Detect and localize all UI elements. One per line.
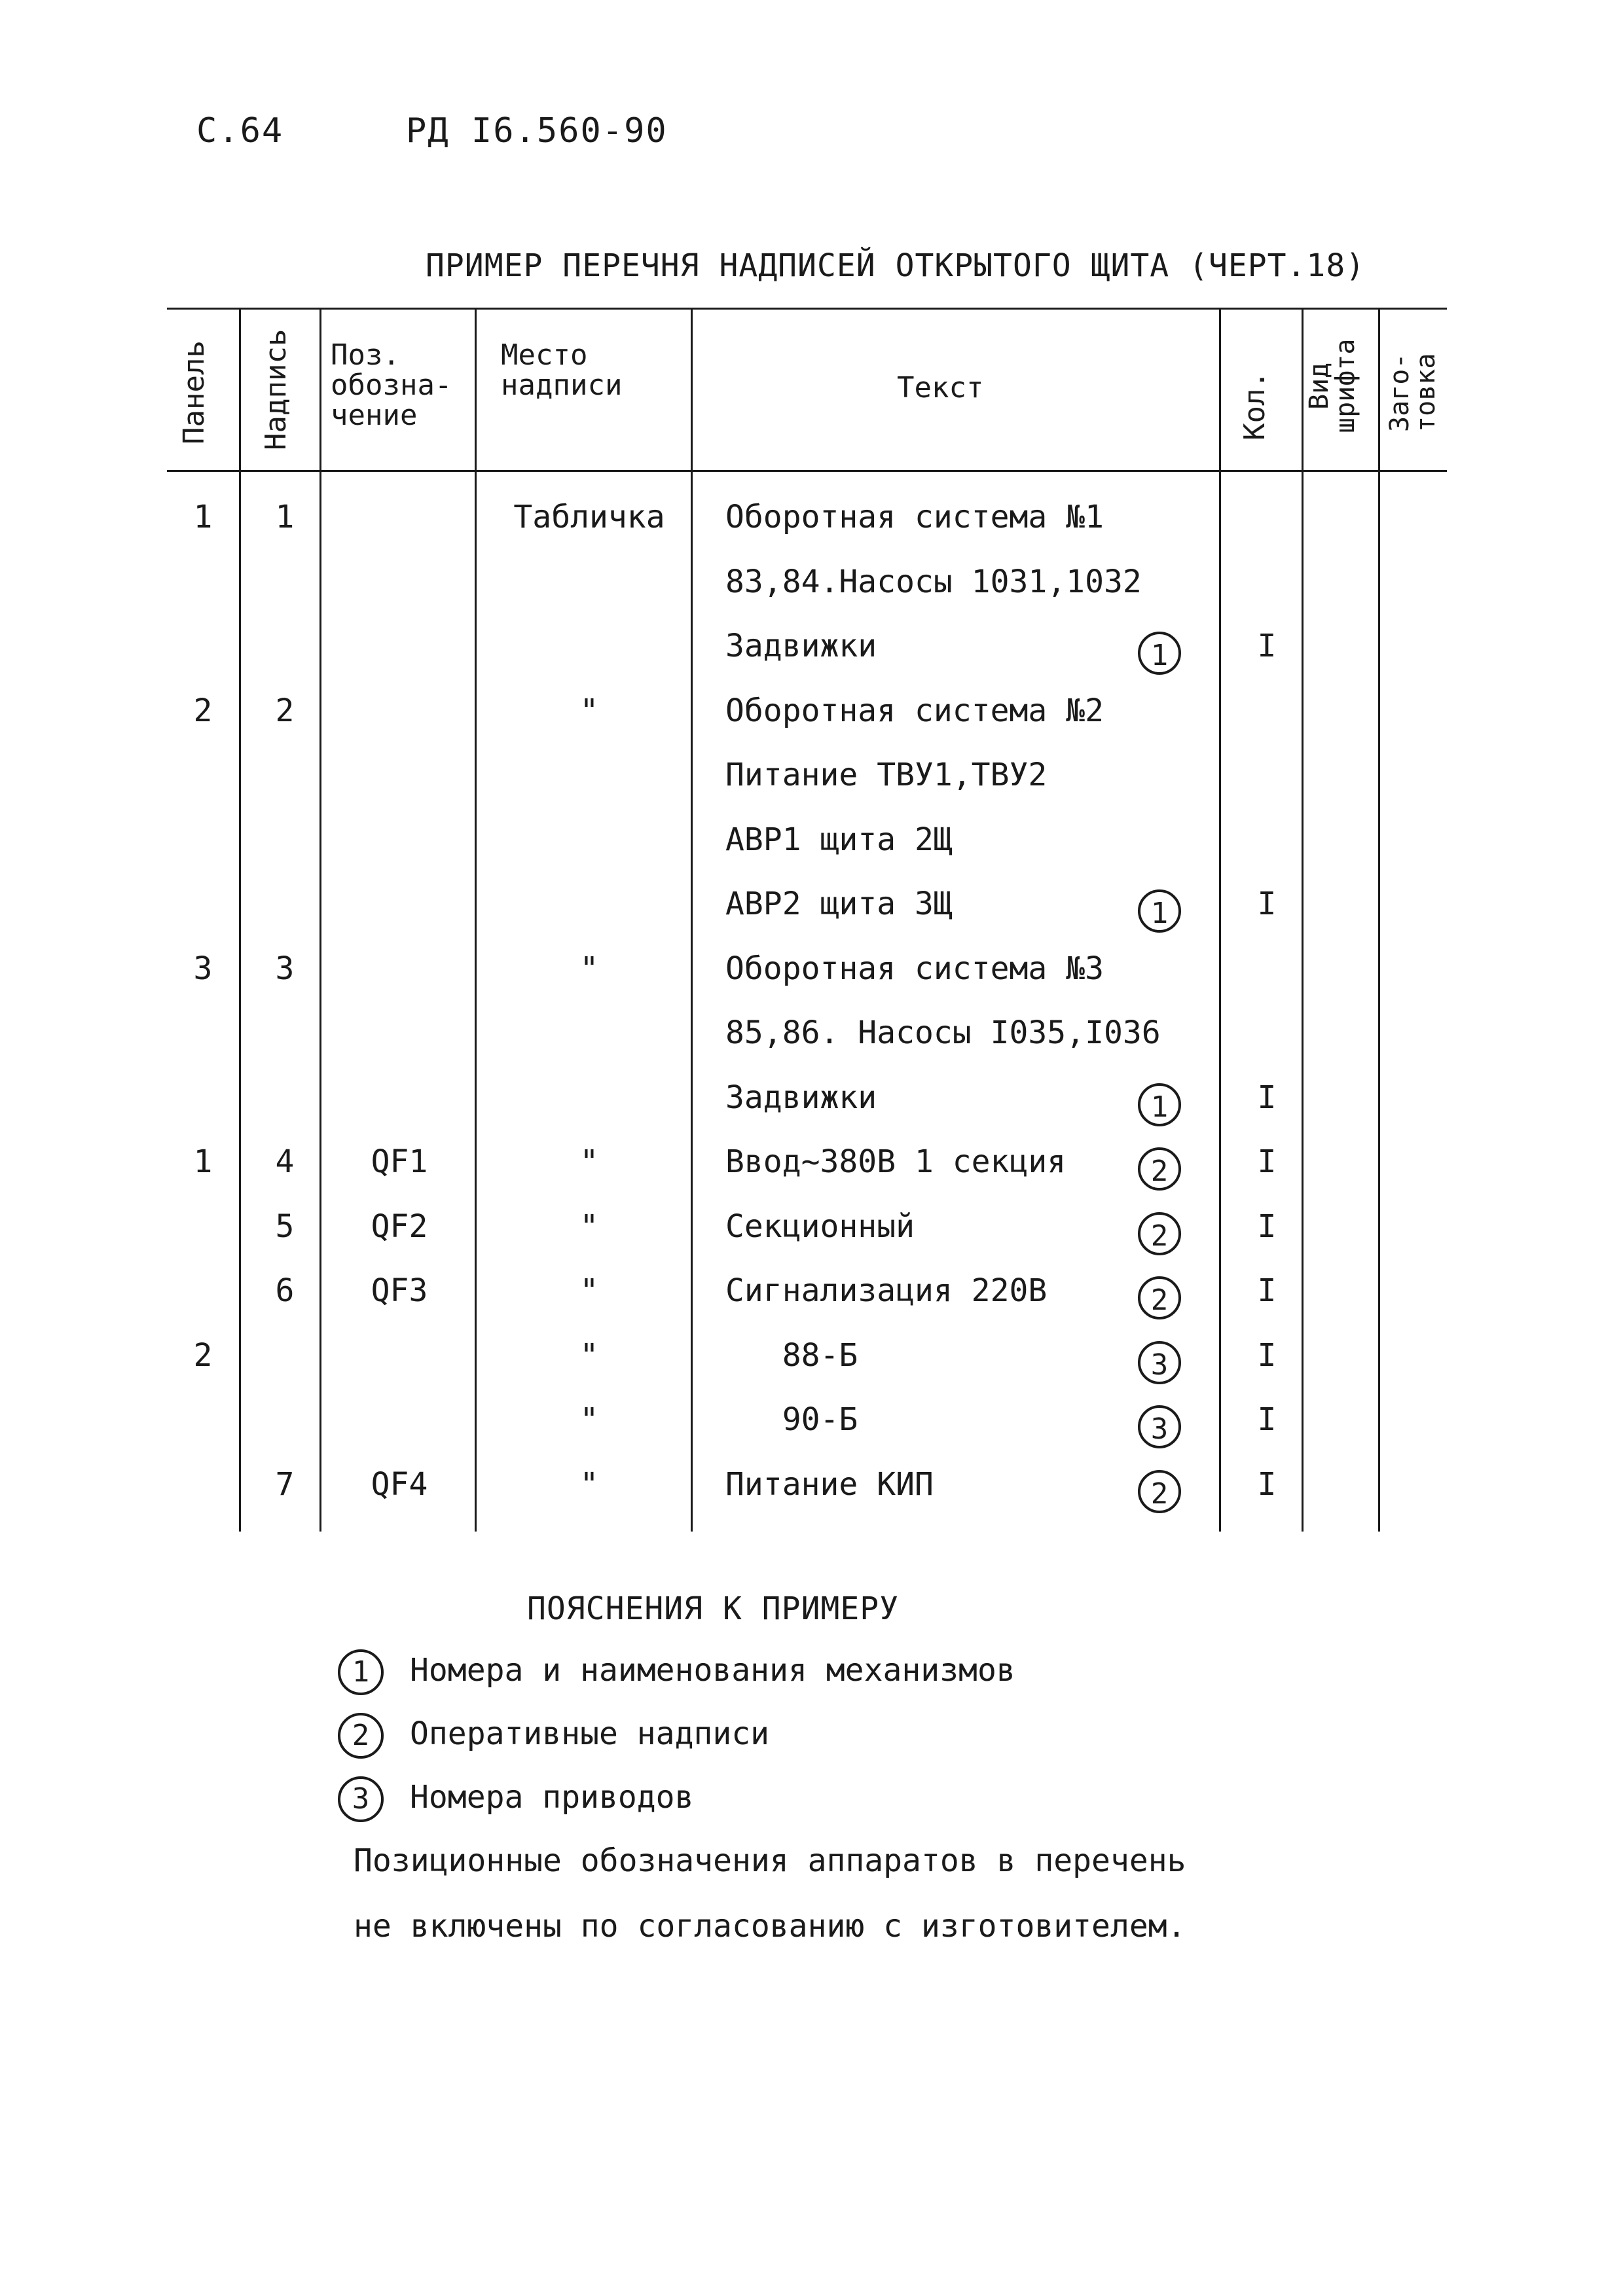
col-header-text: Текст [897, 371, 984, 404]
circled-number-icon: 3 [338, 1776, 384, 1822]
panel-cell: 1 [193, 499, 213, 535]
inscription-text-cell: Задвижки [725, 628, 877, 664]
col-header-label: Надпись [259, 329, 293, 450]
document-code: РД I6.560-90 [406, 111, 668, 151]
inscription-text-cell: 90-Б [725, 1401, 858, 1438]
table-row [0, 1466, 1623, 1530]
panel-cell: 1 [193, 1143, 213, 1180]
placement-cell: " [579, 692, 599, 729]
col-header-pos: Поз. обозна- чение [331, 338, 452, 433]
position-designation-cell: QF1 [371, 1143, 428, 1180]
quantity-cell: I [1257, 1401, 1277, 1438]
position-designation-cell: QF3 [371, 1272, 428, 1309]
inscription-text-cell: Оборотная система №1 [725, 499, 1104, 535]
label-number-cell: 3 [275, 950, 295, 987]
circled-number-icon: 1 [1138, 632, 1181, 675]
quantity-cell: I [1257, 1336, 1277, 1374]
inscription-text-cell: Питание ТВУ1,ТВУ2 [725, 757, 1048, 793]
position-designation-cell: QF2 [371, 1208, 428, 1245]
table-row [0, 499, 1623, 563]
table-header-rule [167, 470, 1447, 472]
table-row [0, 1208, 1623, 1272]
placement-cell: " [579, 1465, 599, 1503]
note-text: Номера приводов [410, 1779, 694, 1816]
quantity-cell: I [1257, 1143, 1277, 1180]
circled-number-icon: 2 [1138, 1212, 1181, 1255]
inscription-text-cell: Секционный [725, 1208, 915, 1245]
col-header-blank: Заго- товка [1385, 353, 1441, 433]
circled-number-icon: 2 [1138, 1470, 1181, 1513]
circled-number-icon: 1 [1138, 1083, 1181, 1126]
note-text: Оперативные надписи [410, 1715, 770, 1752]
remark-line: не включены по согласованию с изготовителем. [354, 1908, 1186, 1945]
table-top-rule [167, 308, 1447, 310]
circled-number-icon: 1 [338, 1649, 384, 1695]
inscription-text-cell: 83,84.Насосы 1031,1032 [725, 563, 1142, 600]
quantity-cell: I [1257, 886, 1277, 922]
quantity-cell: I [1257, 1272, 1277, 1309]
quantity-cell: I [1257, 628, 1277, 664]
label-number-cell: 6 [275, 1272, 295, 1309]
table-title: ПРИМЕР ПЕРЕЧНЯ НАДПИСЕЙ ОТКРЫТОГО ЩИТА (ЧЕРТ.18) [426, 247, 1366, 284]
table-row [0, 692, 1623, 757]
inscription-text-cell: Оборотная система №3 [725, 950, 1104, 987]
notes-title: ПОЯСНЕНИЯ К ПРИМЕРУ [527, 1590, 900, 1627]
inscription-text-cell: 88-Б [725, 1336, 858, 1374]
table-row [0, 1337, 1623, 1401]
inscription-text-cell: Ввод~380В 1 секция [725, 1143, 1067, 1180]
col-header-font: Вид шрифта [1304, 338, 1360, 434]
table-row [0, 1272, 1623, 1336]
placement-cell: " [579, 1336, 599, 1374]
inscription-text-cell: АВР2 щита 3Щ [725, 886, 953, 922]
circled-number-icon: 1 [1138, 889, 1181, 933]
table-row [0, 1143, 1623, 1208]
table-row [0, 1079, 1623, 1143]
quantity-cell: I [1257, 1208, 1277, 1245]
circled-number-icon: 3 [1138, 1341, 1181, 1384]
panel-cell: 2 [193, 692, 213, 729]
inscription-text-cell: Задвижки [725, 1079, 877, 1116]
table-row [0, 628, 1623, 692]
col-header-qty: Кол. [1238, 371, 1271, 440]
placement-cell: " [579, 1208, 599, 1245]
inscription-text-cell: 85,86. Насосы I035,I036 [725, 1014, 1161, 1051]
table-row [0, 886, 1623, 950]
inscription-text-cell: АВР1 щита 2Щ [725, 821, 953, 858]
circled-number-icon: 3 [1138, 1405, 1181, 1448]
table-row [0, 757, 1623, 821]
placement-cell: " [579, 950, 599, 987]
table-row [0, 564, 1623, 628]
page-number: С.64 [196, 111, 284, 151]
circled-number-icon: 2 [1138, 1147, 1181, 1191]
circled-number-icon: 2 [1138, 1276, 1181, 1319]
table-row [0, 1014, 1623, 1079]
remark-line: Позиционные обозначения аппаратов в перечень [354, 1842, 1186, 1879]
col-header-panel: Панель [177, 340, 211, 445]
label-number-cell: 4 [275, 1143, 295, 1180]
position-designation-cell: QF4 [371, 1465, 428, 1503]
inscription-text-cell: Оборотная система №2 [725, 692, 1104, 729]
note-text: Номера и наименования механизмов [410, 1652, 1015, 1689]
placement-cell: Табличка [513, 499, 665, 535]
panel-cell: 3 [193, 950, 213, 987]
circled-number-icon: 2 [338, 1713, 384, 1759]
inscription-text-cell: Сигнализация 220В [725, 1272, 1048, 1309]
col-header-place: Место надписи [501, 338, 623, 403]
table-row [0, 950, 1623, 1014]
quantity-cell: I [1257, 1465, 1277, 1503]
panel-cell: 2 [193, 1336, 213, 1374]
label-number-cell: 1 [275, 499, 295, 535]
placement-cell: " [579, 1143, 599, 1180]
table-row [0, 1401, 1623, 1465]
quantity-cell: I [1257, 1079, 1277, 1116]
label-number-cell: 5 [275, 1208, 295, 1245]
placement-cell: " [579, 1401, 599, 1438]
inscription-text-cell: Питание КИП [725, 1465, 934, 1503]
label-number-cell: 7 [275, 1465, 295, 1503]
placement-cell: " [579, 1272, 599, 1309]
label-number-cell: 2 [275, 692, 295, 729]
table-row [0, 821, 1623, 886]
